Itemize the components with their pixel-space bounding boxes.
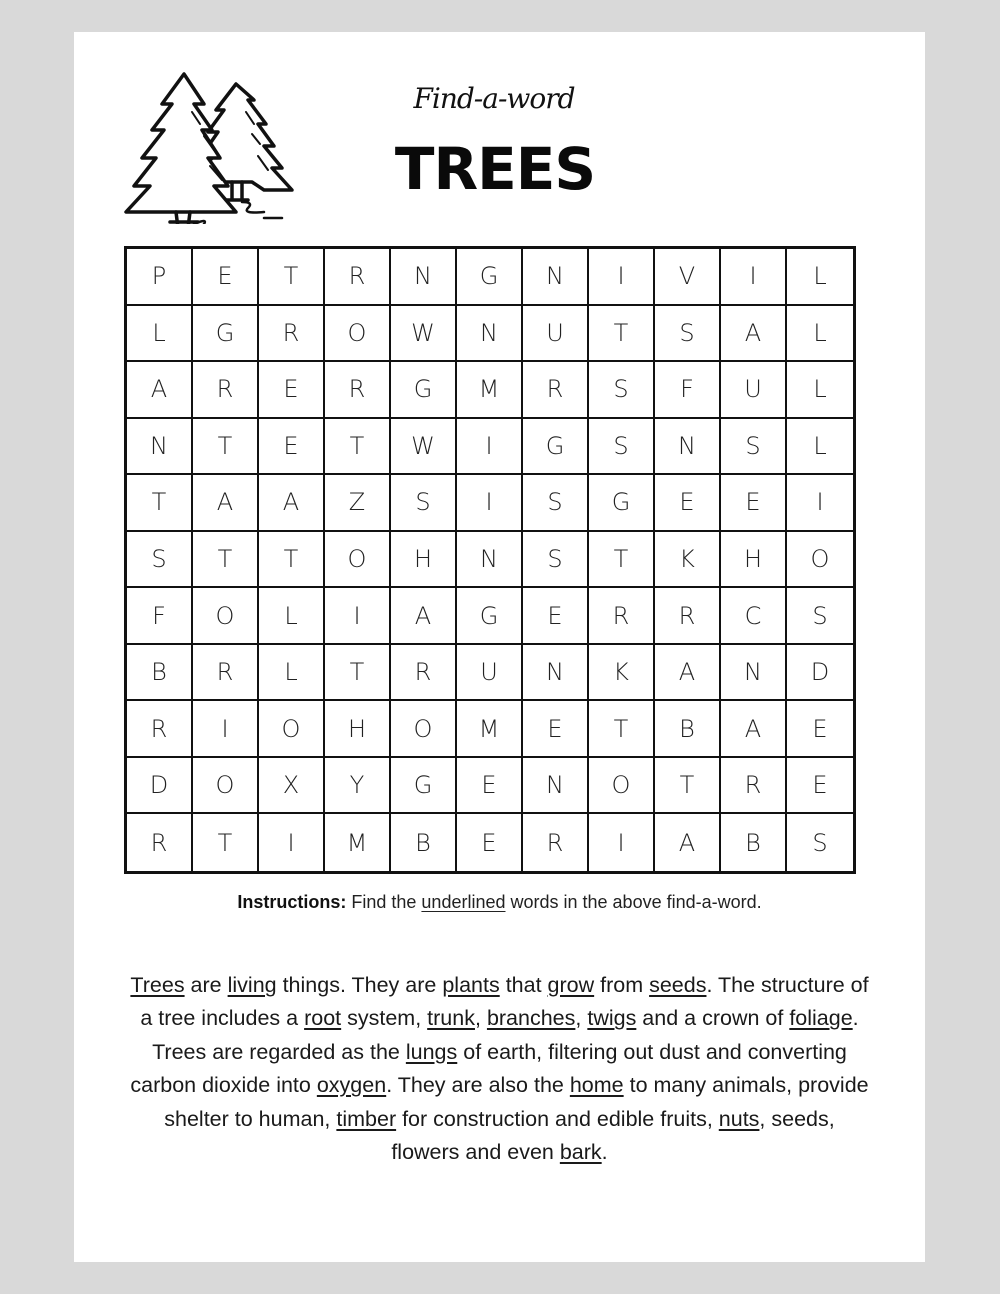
grid-cell[interactable]: T: [655, 758, 721, 815]
trees-paragraph: [129, 969, 870, 1169]
paragraph-text: ,: [474, 1006, 487, 1031]
grid-cell[interactable]: R: [259, 306, 325, 363]
grid-cell[interactable]: T: [589, 701, 655, 758]
grid-cell[interactable]: B: [721, 814, 787, 871]
grid-cell[interactable]: W: [391, 419, 457, 476]
grid-cell[interactable]: E: [655, 475, 721, 532]
paragraph-text: ,: [575, 1006, 588, 1031]
instructions-text-after: words in the above find-a-word.: [505, 892, 762, 912]
grid-cell[interactable]: E: [721, 475, 787, 532]
paragraph-text: . They are also the: [386, 1073, 570, 1098]
grid-cell[interactable]: I: [259, 814, 325, 871]
grid-cell[interactable]: O: [391, 701, 457, 758]
grid-cell[interactable]: R: [655, 588, 721, 645]
grid-cell[interactable]: K: [655, 532, 721, 589]
paragraph-text: for construction and edible fruits,: [396, 1106, 719, 1131]
grid-cell[interactable]: N: [523, 645, 589, 702]
grid-cell[interactable]: G: [391, 362, 457, 419]
grid-cell[interactable]: I: [193, 701, 259, 758]
instructions-underlined-word: underlined: [421, 892, 506, 912]
grid-cell[interactable]: B: [391, 814, 457, 871]
underlined-word: oxygen: [316, 1073, 387, 1098]
grid-cell[interactable]: R: [127, 814, 193, 871]
underlined-word: bark: [559, 1140, 602, 1165]
grid-cell[interactable]: T: [259, 249, 325, 306]
grid-cell[interactable]: G: [391, 758, 457, 815]
paragraph-text: and a crown of: [636, 1006, 790, 1031]
grid-cell[interactable]: R: [127, 701, 193, 758]
underlined-word: lungs: [405, 1039, 458, 1064]
paragraph-text: . The structure of a tree includes a: [140, 973, 869, 1031]
word-search-grid: [124, 246, 856, 874]
grid-cell[interactable]: L: [127, 306, 193, 363]
grid-cell[interactable]: E: [457, 758, 523, 815]
underlined-word: root: [304, 1006, 342, 1031]
grid-cell[interactable]: R: [193, 645, 259, 702]
paragraph-text: things. They are: [276, 973, 443, 997]
paragraph-text: that: [499, 973, 548, 997]
grid-cell[interactable]: A: [127, 362, 193, 419]
worksheet-page: [74, 32, 925, 1262]
grid-cell[interactable]: B: [127, 645, 193, 702]
grid-cell[interactable]: T: [193, 419, 259, 476]
grid-cell[interactable]: N: [457, 306, 523, 363]
paragraph-text: are: [184, 973, 228, 997]
worksheet-subtitle: Find-a-word: [413, 82, 575, 115]
grid-cell[interactable]: N: [655, 419, 721, 476]
grid-cell[interactable]: W: [391, 306, 457, 363]
grid-cell[interactable]: I: [325, 588, 391, 645]
grid-cell[interactable]: O: [325, 306, 391, 363]
grid-cell[interactable]: P: [127, 249, 193, 306]
grid-cell[interactable]: S: [523, 532, 589, 589]
grid-cell[interactable]: S: [523, 475, 589, 532]
grid-cell[interactable]: T: [193, 814, 259, 871]
grid-cell[interactable]: E: [523, 588, 589, 645]
grid-cell[interactable]: H: [325, 701, 391, 758]
grid-cell[interactable]: Y: [325, 758, 391, 815]
underlined-word: home: [569, 1073, 624, 1098]
grid-cell[interactable]: N: [391, 249, 457, 306]
grid-cell[interactable]: M: [457, 362, 523, 419]
grid-cell[interactable]: T: [589, 532, 655, 589]
grid-cell[interactable]: F: [127, 588, 193, 645]
grid-cell[interactable]: S: [812, 828, 828, 857]
grid-cell[interactable]: E: [193, 249, 259, 306]
grid-cell[interactable]: A: [655, 814, 721, 871]
grid-cell[interactable]: S: [655, 306, 721, 363]
grid-cell[interactable]: H: [391, 532, 457, 589]
underlined-word: grow: [547, 973, 595, 997]
grid-cell[interactable]: Z: [325, 475, 391, 532]
grid-cell[interactable]: N: [127, 419, 193, 476]
paragraph-text: . Trees are regarded as the: [152, 1006, 859, 1064]
grid-cell[interactable]: A: [391, 588, 457, 645]
grid-cell[interactable]: G: [589, 475, 655, 532]
paragraph-text: , seeds, flowers and even: [391, 1106, 835, 1165]
grid-cell[interactable]: I: [457, 419, 523, 476]
paragraph-text: system,: [341, 1006, 428, 1031]
grid-cell[interactable]: R: [523, 362, 589, 419]
grid-cell[interactable]: A: [721, 701, 787, 758]
grid-cell[interactable]: D: [787, 645, 853, 702]
grid-cell[interactable]: E: [787, 758, 853, 815]
grid-cell[interactable]: A: [721, 306, 787, 363]
grid-cell[interactable]: R: [589, 588, 655, 645]
grid-cell[interactable]: S: [721, 419, 787, 476]
underlined-word: living: [227, 973, 277, 997]
grid-cell[interactable]: A: [655, 645, 721, 702]
underlined-word: foliage: [789, 1006, 853, 1031]
grid-cell[interactable]: T: [193, 532, 259, 589]
grid-cell[interactable]: O: [325, 532, 391, 589]
grid-cell[interactable]: K: [589, 645, 655, 702]
grid-cell[interactable]: L: [787, 419, 853, 476]
grid-cell[interactable]: L: [787, 362, 853, 419]
grid-cell[interactable]: S: [787, 588, 853, 645]
grid-cell[interactable]: L: [787, 249, 853, 306]
grid-cell[interactable]: U: [523, 306, 589, 363]
underlined-word: seeds: [649, 973, 707, 997]
instructions-label: Instructions:: [237, 892, 347, 912]
grid-cell[interactable]: G: [457, 588, 523, 645]
grid-cell[interactable]: B: [655, 701, 721, 758]
grid-cell[interactable]: M: [325, 814, 391, 871]
pine-trees-icon: [124, 72, 296, 224]
underlined-word: plants: [442, 973, 500, 997]
grid-cell[interactable]: G: [193, 306, 259, 363]
grid-cell[interactable]: T: [325, 645, 391, 702]
grid-cell[interactable]: R: [523, 814, 589, 871]
grid-cell[interactable]: L: [259, 645, 325, 702]
grid-cell[interactable]: M: [457, 701, 523, 758]
grid-cell[interactable]: R: [721, 758, 787, 815]
grid-cell[interactable]: E: [259, 419, 325, 476]
paragraph-text: from: [594, 973, 650, 997]
grid-cell[interactable]: U: [721, 362, 787, 419]
grid-cell[interactable]: N: [721, 645, 787, 702]
grid-cell[interactable]: T: [127, 475, 193, 532]
grid-cell[interactable]: I: [721, 249, 787, 306]
grid-cell[interactable]: S: [589, 419, 655, 476]
grid-cell[interactable]: T: [325, 419, 391, 476]
underlined-word: twigs: [587, 1006, 637, 1031]
grid-cell[interactable]: O: [787, 532, 853, 589]
grid-cell[interactable]: N: [523, 758, 589, 815]
grid-cell[interactable]: R: [325, 249, 391, 306]
grid-cell[interactable]: U: [457, 645, 523, 702]
grid-cell[interactable]: T: [259, 532, 325, 589]
grid-cell[interactable]: S: [391, 475, 457, 532]
grid-cell[interactable]: G: [457, 249, 523, 306]
grid-cell[interactable]: O: [193, 588, 259, 645]
grid-cell[interactable]: H: [721, 532, 787, 589]
grid-cell[interactable]: I: [589, 249, 655, 306]
grid-cell[interactable]: S: [127, 532, 193, 589]
grid-cell[interactable]: I: [589, 814, 655, 871]
grid-cell[interactable]: E: [787, 701, 853, 758]
grid-cell[interactable]: O: [193, 758, 259, 815]
grid-cell[interactable]: R: [325, 362, 391, 419]
underlined-word: branches: [486, 1006, 576, 1031]
grid-cell[interactable]: X: [259, 758, 325, 815]
grid-cell[interactable]: L: [259, 588, 325, 645]
grid-cell[interactable]: D: [127, 758, 193, 815]
grid-cell[interactable]: G: [523, 419, 589, 476]
grid-cell[interactable]: E: [259, 362, 325, 419]
grid-cell[interactable]: R: [391, 645, 457, 702]
grid-cell[interactable]: N: [523, 249, 589, 306]
underlined-word: timber: [336, 1106, 397, 1131]
grid-cell[interactable]: F: [655, 362, 721, 419]
grid-cell[interactable]: S: [589, 362, 655, 419]
grid-cell[interactable]: O: [589, 758, 655, 815]
grid-cell[interactable]: C: [721, 588, 787, 645]
underlined-word: trunk: [427, 1006, 475, 1031]
paragraph-text: to many animals, provide shelter to human,: [164, 1073, 869, 1131]
grid-cell[interactable]: I: [787, 475, 853, 532]
grid-cell[interactable]: R: [193, 362, 259, 419]
grid-cell[interactable]: L: [787, 306, 853, 363]
paragraph-text: of earth, filtering out dust and converting carbon dioxide into: [130, 1039, 847, 1098]
grid-cell[interactable]: A: [193, 475, 259, 532]
grid-cell[interactable]: T: [589, 306, 655, 363]
grid-cell[interactable]: I: [457, 475, 523, 532]
underlined-word: Trees: [130, 973, 185, 997]
grid-cell[interactable]: E: [457, 814, 523, 871]
grid-cell[interactable]: E: [523, 701, 589, 758]
grid-cell[interactable]: V: [655, 249, 721, 306]
grid-cell[interactable]: O: [259, 701, 325, 758]
grid-cell[interactable]: A: [259, 475, 325, 532]
instructions: [74, 892, 925, 913]
underlined-word: nuts: [718, 1106, 760, 1131]
grid-cell[interactable]: N: [457, 532, 523, 589]
worksheet-title: TREES: [394, 135, 596, 203]
instructions-text-before: Find the: [346, 892, 422, 912]
paragraph-text: .: [601, 1140, 608, 1165]
